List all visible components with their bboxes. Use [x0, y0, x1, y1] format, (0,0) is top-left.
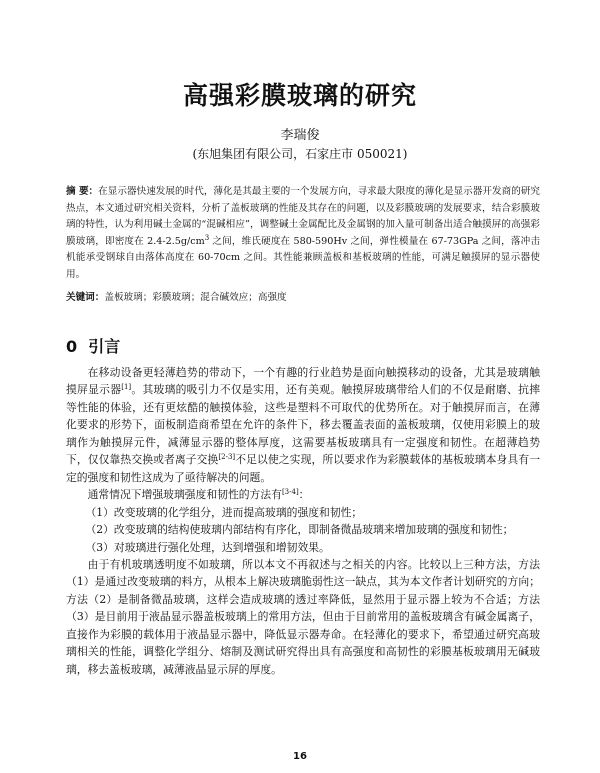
author-affiliation: (东旭集团有限公司，石家庄市 050021) — [192, 147, 408, 161]
section-number: 0 — [66, 337, 78, 356]
paragraph — [66, 486, 540, 503]
keywords-text: 盖板玻璃；彩膜玻璃；混合碱效应；高强度 — [104, 292, 287, 303]
list-item: （3）对玻璃进行强化处理，达到增强和增韧效果。 — [85, 540, 330, 554]
paragraph-text: 。其玻璃的吸引力不仅是实用，还有美观。触摸屏玻璃带给人们的不仅是耐磨、抗摔等性能的体验，还有更炫酷的触摸体验，这些是塑料不可取代的优势所在。对于触摸屏而言，在薄化要求的形势下，面板制造商希望在允许的条件下，移去覆盖表面的盖板玻璃，仅使用彩膜上的玻璃作为触摸屏元件，减薄显示器的整体厚度，这需要基板玻璃具有一定强度和韧性。在超薄趋势下，仅仅靠热交换或者离子交换 — [66, 383, 540, 467]
keywords — [66, 290, 540, 306]
paragraph-text: 通常情况下增强玻璃强度和韧性的方法有 — [87, 488, 282, 502]
list-item: （2）改变玻璃的结构使玻璃内部结构有序化，即制备微晶玻璃来增加玻璃的强度和韧性； — [85, 523, 514, 537]
abstract-text: 在显示器快速发展的时代，薄化是其最主要的一个发展方向，寻求最大限度的薄化是显示器开发商的研究热点，本文通过研究相关资料，分析了盖板玻璃的性能及其存在的问题，以及彩膜玻璃的发展要求，结合彩膜玻璃的特性，认为利用碱土金属的“混碱相应”，调整碱土金属配比及金属钢的加入量可制备出适合触摸屏的高强彩膜玻璃，即密度在 2.4-2.5g/cm — [66, 186, 540, 247]
citation: [2-3] — [218, 453, 236, 462]
paper-title: 高强彩膜玻璃的研究 — [182, 81, 417, 110]
abstract — [66, 184, 540, 284]
abstract-label: 摘 要： — [66, 186, 99, 197]
paragraph-text: ： — [298, 488, 310, 502]
keywords-label: 关键词： — [66, 292, 105, 303]
abstract-text-continued: 之间，维氏硬度在 580-590Hv 之间，弹性模量在 67-73GPa 之间，落冲击机能承受钢球自由落体高度在 60-70cm 之间。其性能兼顾盖板和基板玻璃的性能，可满足触摸屏的显示器使用。 — [66, 235, 540, 280]
body-text — [66, 364, 540, 678]
paragraph-text: 在移动设备更轻薄趋势的带动下，一个有趣的行业趋势是面向触摸移动的设备，尤其是玻璃触摸屏显示器 — [66, 366, 540, 397]
paragraph: 由于有机玻璃透明度不如玻璃，所以本文不再叙述与之相关的内容。比较以上三种方法，方法（1）是通过改变玻璃的料方，从根本上解决玻璃脆弱性这一缺点，其为本文作者计划研究的方向；方法（2）是制备微晶玻璃，这样会造成玻璃的透过率降低，显然用于显示器上较为不合适；方法（3）是目前用于液晶显示器盖板玻璃上的常用方法，但由于目前常用的盖板玻璃含有碱金属离子，直接作为彩膜的载体用于液晶显示器中，降低显示器寿命。在轻薄化的要求下，希望通过研究高玻璃相关的性能，调整化学组分、熔制及测试研究得出具有高强度和高韧性的彩膜基板玻璃用无碱玻璃，移去盖板玻璃，减薄液晶显示屏的厚度。 — [66, 557, 540, 676]
list-item: （1）改变玻璃的化学组分，进而提高玻璃的强度和韧性； — [85, 505, 363, 519]
section-heading — [66, 334, 120, 357]
citation: [3-4] — [281, 488, 299, 497]
section-title: 引言 — [88, 337, 121, 356]
author-name: 李瑞俊 — [280, 128, 320, 143]
abstract-superscript: 3 — [204, 233, 210, 242]
paragraph-text: 不足以使之实现，所以要求作为彩膜载体的基板玻璃本身具有一定的强度和韧性这成为了亟待解决的问题。 — [66, 453, 540, 484]
citation: [1] — [121, 383, 132, 392]
paragraph — [66, 364, 540, 486]
page-number: 16 — [293, 751, 307, 762]
